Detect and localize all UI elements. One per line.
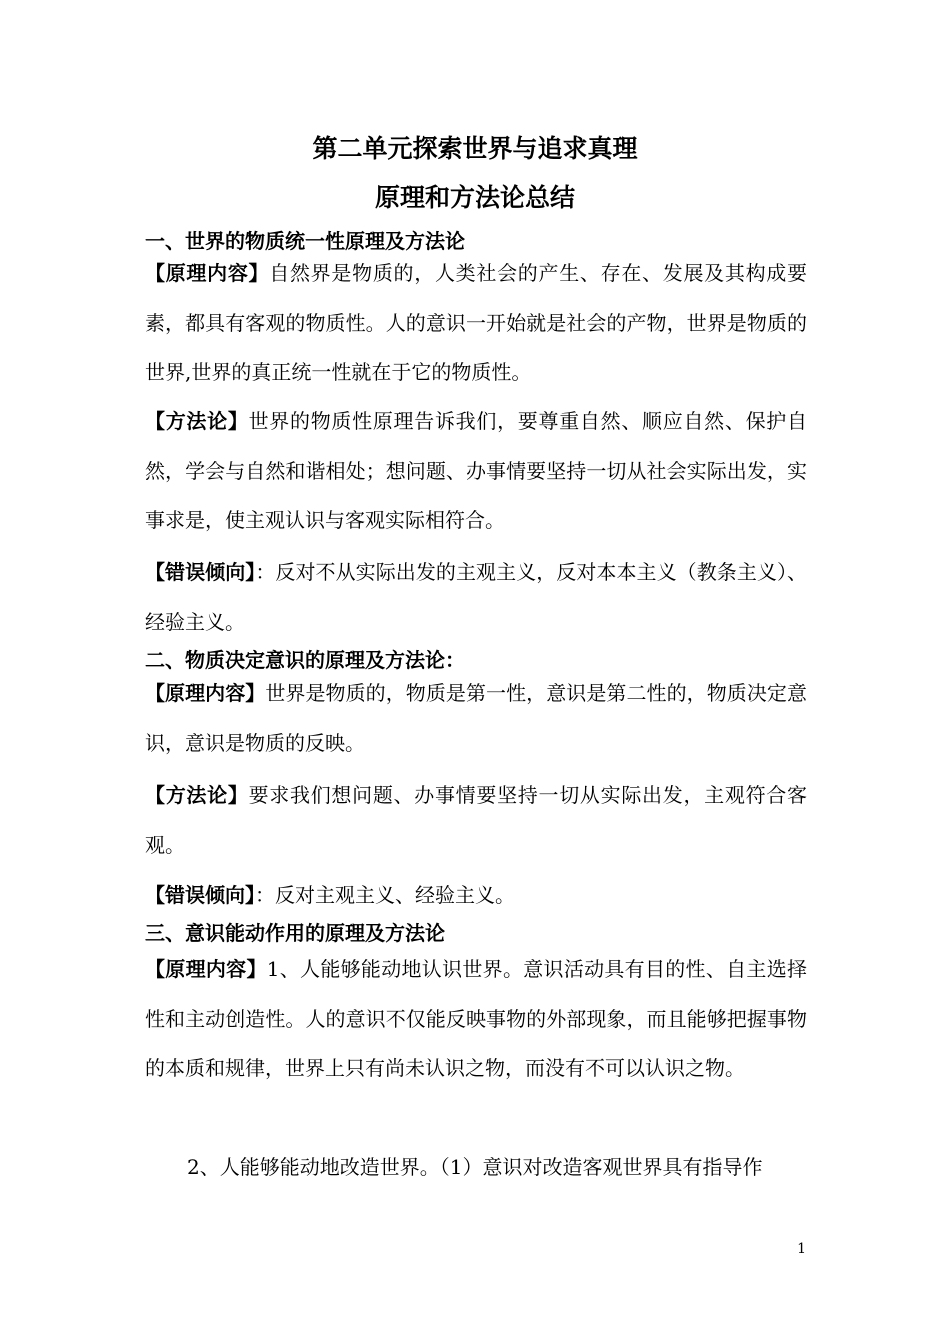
paragraph-tag: 【原理内容】 xyxy=(145,957,267,981)
paragraph xyxy=(145,945,807,1094)
paragraph-tag: 【方法论】 xyxy=(145,409,249,433)
paragraph xyxy=(145,397,807,546)
document-title: 第二单元探索世界与追求真理 xyxy=(312,134,638,163)
section-heading: 一、世界的物质统一性原理及方法论 xyxy=(145,229,465,253)
paragraph-tag: 【原理内容】 xyxy=(145,261,270,285)
paragraph-text: ：反对不从实际出发的主观主义，反对本本主义（教条主义）、经验主义。 xyxy=(145,560,808,634)
paragraph-text: ：反对主观主义、经验主义。 xyxy=(255,883,515,907)
section-heading: 二、物质决定意识的原理及方法论： xyxy=(145,648,465,672)
paragraph-text: 2、人能够能动地改造世界。（1）意识对改造客观世界具有指导作 xyxy=(187,1155,763,1179)
paragraph-text: 世界的物质性原理告诉我们，要尊重自然、顺应自然、保护自然，学会与自然和谐相处；想问题、办事情要坚持一切从社会实际出发，实事求是，使主观认识与客观实际相符合。 xyxy=(145,409,808,532)
paragraph-text: 1、人能够能动地认识世界。意识活动具有目的性、自主选择性和主动创造性。人的意识不仅能反映事物的外部现象，而且能够把握事物的本质和规律，世界上只有尚未认识之物，而没有不可以认识之物。 xyxy=(145,957,808,1080)
paragraph xyxy=(145,871,807,921)
section-heading: 三、意识能动作用的原理及方法论 xyxy=(145,921,445,945)
paragraph-tag: 【方法论】 xyxy=(145,783,249,807)
paragraph xyxy=(145,548,807,647)
paragraph xyxy=(145,771,807,870)
paragraph-tag: 【错误倾向】 xyxy=(145,560,256,584)
paragraph xyxy=(145,669,807,768)
paragraph-text: 世界是物质的，物质是第一性，意识是第二性的，物质决定意识，意识是物质的反映。 xyxy=(145,681,807,755)
paragraph-text: 要求我们想问题、办事情要坚持一切从实际出发，主观符合客观。 xyxy=(145,783,808,857)
paragraph-text: 自然界是物质的，人类社会的产生、存在、发展及其构成要素，都具有客观的物质性。人的意识一开始就是社会的产物，世界是物质的世界,世界的真正统一性就在于它的物质性。 xyxy=(145,261,808,384)
document-subtitle: 原理和方法论总结 xyxy=(374,183,575,212)
page-number: 1 xyxy=(797,1241,806,1257)
paragraph-tag: 【错误倾向】 xyxy=(145,883,255,907)
paragraph xyxy=(145,249,807,398)
paragraph xyxy=(145,1143,807,1193)
paragraph-tag: 【原理内容】 xyxy=(145,681,266,705)
